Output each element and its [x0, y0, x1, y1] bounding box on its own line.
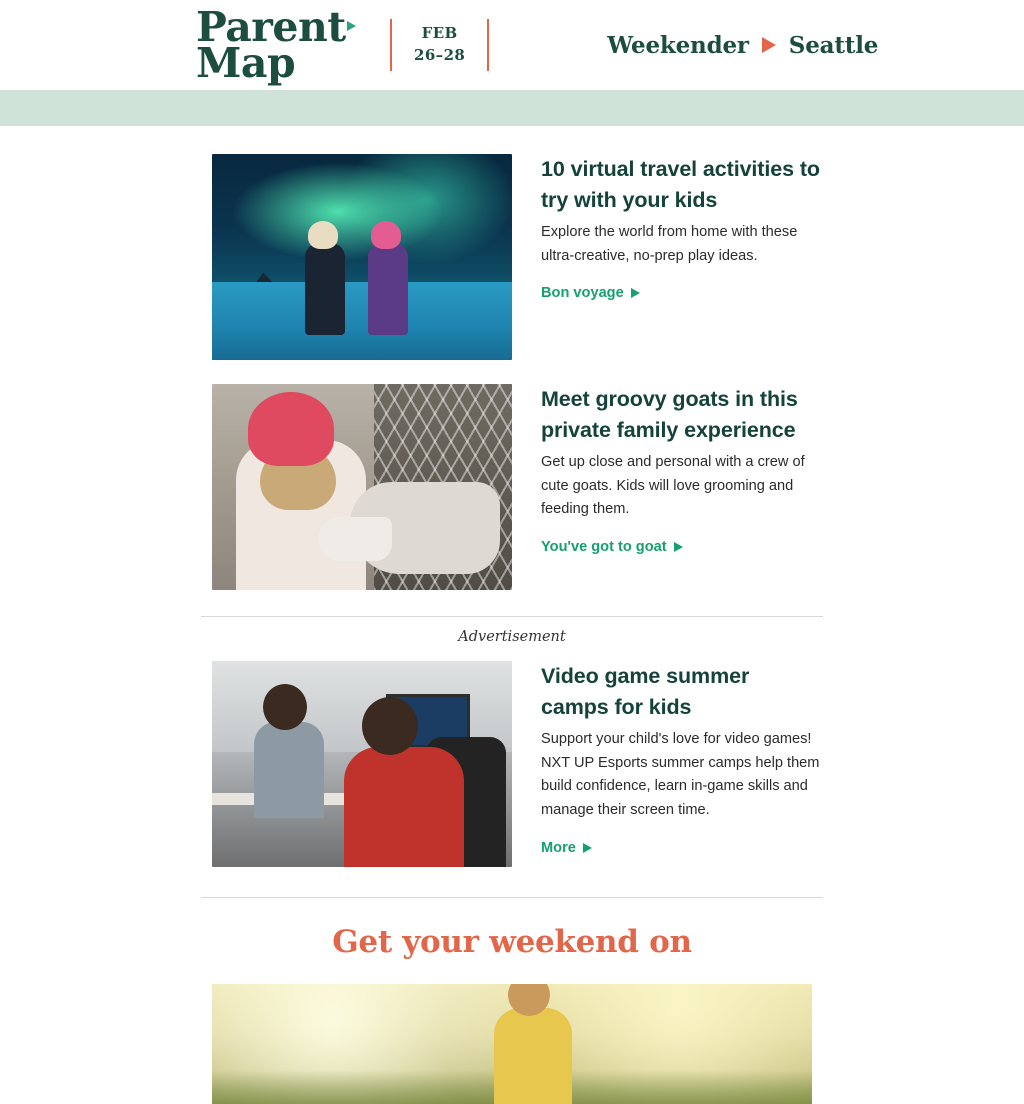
story-thumbnail[interactable]: [212, 154, 512, 360]
child-figure: [305, 243, 345, 335]
aurora-kids-photo: [212, 154, 512, 360]
story-cta-label: Bon voyage: [541, 285, 624, 302]
logo-line-1: Parent: [196, 2, 346, 51]
story-text: [541, 154, 822, 302]
weekend-section-title: Get your weekend on: [332, 924, 692, 960]
hood-shape: [248, 392, 334, 466]
story-item: [0, 154, 1024, 360]
advertisement-body: Support your child's love for video games! NXT UP Esports summer camps help them build confidence, learn in-game skills and manage their screen time.: [541, 731, 820, 818]
triangle-right-icon: [674, 542, 683, 552]
advertisement-cta-label: More: [541, 839, 576, 856]
child-figure: [368, 243, 408, 335]
story-title[interactable]: Meet groovy goats in this private family experience: [541, 387, 798, 442]
story-body: Get up close and personal with a crew of cute goats. Kids will love grooming and feeding them.: [541, 454, 805, 518]
kids-playing-video-games-photo: [212, 661, 512, 867]
triangle-right-icon: [762, 37, 776, 53]
section-divider: [201, 616, 823, 617]
head-shape: [263, 684, 307, 730]
triangle-play-icon: [347, 21, 356, 31]
weekend-hero-image[interactable]: [212, 984, 812, 1104]
story-title[interactable]: 10 virtual travel activities to try with your kids: [541, 157, 820, 212]
child-figure: [254, 722, 324, 818]
parentmap-logo[interactable]: [196, 2, 348, 87]
logo-line-2: Map: [196, 39, 296, 87]
boy-outdoors-autumn-photo: [212, 984, 812, 1104]
email-header: [0, 0, 1024, 90]
hat-shape: [371, 221, 401, 249]
story-text: [541, 384, 822, 556]
story-cta-link[interactable]: [541, 285, 640, 301]
advertisement-item: [0, 661, 1024, 867]
issue-date: [390, 19, 489, 71]
story-thumbnail[interactable]: [212, 384, 512, 590]
child-feeding-goat-photo: [212, 384, 512, 590]
edition-label: Weekender: [607, 31, 749, 59]
head-shape: [362, 697, 418, 755]
triangle-right-icon: [631, 288, 640, 298]
edition-city: Seattle: [788, 31, 879, 59]
story-body: Explore the world from home with these ultra-creative, no-prep play ideas.: [541, 224, 798, 264]
advertisement-title[interactable]: Video game summer camps for kids: [541, 664, 750, 719]
hat-shape: [308, 221, 338, 249]
section-divider: [201, 897, 823, 898]
story-cta-label: You've got to goat: [541, 538, 667, 555]
edition-banner: [607, 32, 878, 59]
issue-days: 26–28: [414, 46, 466, 64]
advertisement-cta-link[interactable]: [541, 840, 592, 856]
newsletter-content: [0, 154, 1024, 1104]
child-figure: [494, 1008, 572, 1104]
story-item: [0, 384, 1024, 590]
advertisement-text: [541, 661, 822, 857]
story-cta-link[interactable]: [541, 539, 683, 555]
goat-head-shape: [318, 517, 392, 561]
issue-month: FEB: [421, 24, 458, 43]
advertisement-thumbnail[interactable]: [212, 661, 512, 867]
header-color-band: [0, 90, 1024, 126]
advertisement-label: Advertisement: [458, 629, 566, 645]
ice-water-shape: [212, 282, 512, 360]
child-figure: [344, 747, 464, 867]
triangle-right-icon: [583, 843, 592, 853]
